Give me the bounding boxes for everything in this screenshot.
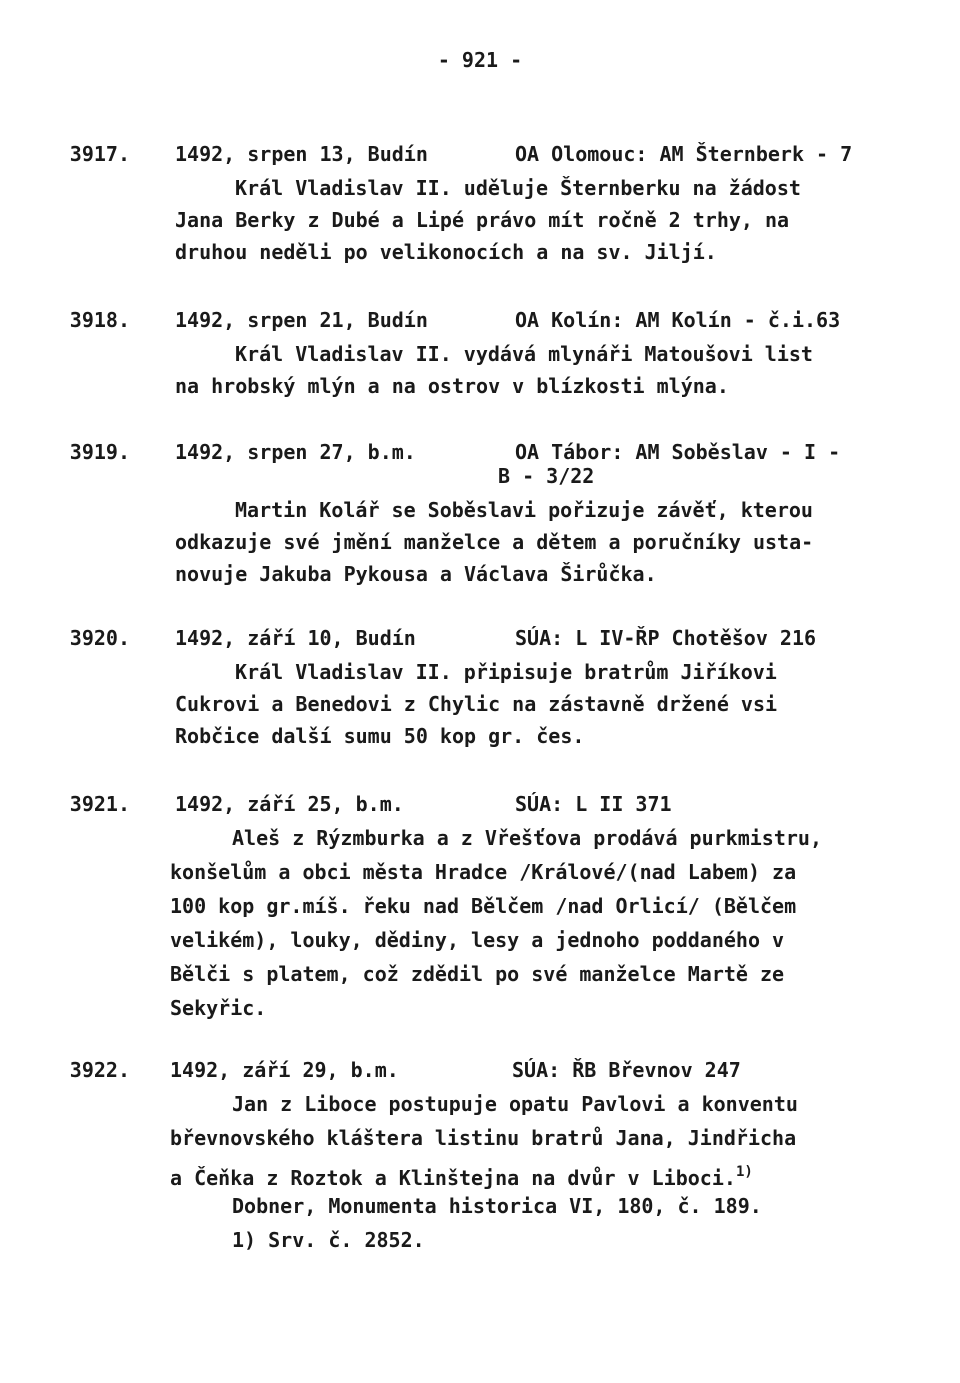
entry-text-line: druhou neděli po velikonocích a na sv. Jiljí.	[175, 240, 717, 264]
entry-number: 3921.	[69, 792, 130, 816]
entry-source: SÚA: L IV-ŘP Chotěšov 216	[515, 626, 817, 650]
entry-text-line: velikém), louky, dědiny, lesy a jednoho poddaného v	[170, 928, 785, 952]
edition-reference: Dobner, Monumenta historica VI, 180, č. 189.	[232, 1194, 762, 1218]
entry-text-line: 100 kop gr.míš. řeku nad Bělčem /nad Orlicí/ (Bělčem	[170, 894, 797, 918]
entry-number: 3922.	[69, 1058, 130, 1082]
entry-text-line: Král Vladislav II. uděluje Šternberku na žádost	[235, 176, 801, 200]
entry-text-line: na hrobský mlýn a na ostrov v blízkosti mlýna.	[175, 374, 729, 398]
entry-date-place: 1492, srpen 13, Budín	[175, 142, 428, 166]
entry-text-line: Král Vladislav II. připisuje bratrům Jiříkovi	[235, 660, 777, 684]
entry-text-line: Jana Berky z Dubé a Lipé právo mít ročně 2 trhy, na	[175, 208, 790, 232]
entry-source: OA Tábor: AM Soběslav - I -	[515, 440, 841, 464]
entry-text-line: Bělči s platem, což zdědil po své manželce Martě ze	[170, 962, 785, 986]
entry-number: 3919.	[69, 440, 130, 464]
entry-text-line: novuje Jakuba Pykousa a Václava Širůčka.	[175, 562, 657, 586]
entry-text-line: Cukrovi a Benedovi z Chylic na zástavně držené vsi	[175, 692, 778, 716]
entry-date-place: 1492, září 10, Budín	[175, 626, 416, 650]
footnote: 1) Srv. č. 2852.	[232, 1228, 425, 1252]
entry-number: 3920.	[69, 626, 130, 650]
entry-date-place: 1492, srpen 27, b.m.	[175, 440, 416, 464]
entry-text-line: odkazuje své jmění manželce a dětem a poručníky usta-	[175, 530, 814, 554]
entry-source: OA Kolín: AM Kolín - č.i.63	[515, 308, 841, 332]
entry-text-line: Martin Kolář se Soběslavi pořizuje závěť, kterou	[235, 498, 813, 522]
entry-date-place: 1492, září 25, b.m.	[175, 792, 404, 816]
entry-text-line: konšelům a obci města Hradce /Králové/(nad Labem) za	[170, 860, 797, 884]
entry-text-line: Jan z Liboce postupuje opatu Pavlovi a konventu	[232, 1092, 798, 1116]
entry-text-segment: a Čeňka z Roztok a Klinštejna na dvůr v Liboci.	[170, 1166, 736, 1190]
footnote-reference: 1)	[735, 1164, 753, 1180]
entry-source: SÚA: L II 371	[515, 792, 672, 816]
entry-text-line: Král Vladislav II. vydává mlynáři Matoušovi list	[235, 342, 813, 366]
entry-text-line: Sekyřic.	[170, 996, 267, 1020]
entry-source: OA Olomouc: AM Šternberk - 7	[515, 142, 853, 166]
entry-text-line: Robčice další sumu 50 kop gr. čes.	[175, 724, 585, 748]
entry-date-place: 1492, srpen 21, Budín	[175, 308, 428, 332]
entry-number: 3917.	[69, 142, 130, 166]
entry-source-continued: B - 3/22	[498, 464, 595, 488]
entry-number: 3918.	[69, 308, 130, 332]
entry-text-line	[170, 1160, 753, 1190]
entry-text-line: Aleš z Rýzmburka a z Vřešťova prodává purkmistru,	[232, 826, 823, 850]
page-number: - 921 -	[437, 48, 523, 72]
entry-text-line: břevnovského kláštera listinu bratrů Jana, Jindřicha	[170, 1126, 797, 1150]
entry-source: SÚA: ŘB Břevnov 247	[512, 1058, 741, 1082]
entry-date-place: 1492, září 29, b.m.	[170, 1058, 399, 1082]
